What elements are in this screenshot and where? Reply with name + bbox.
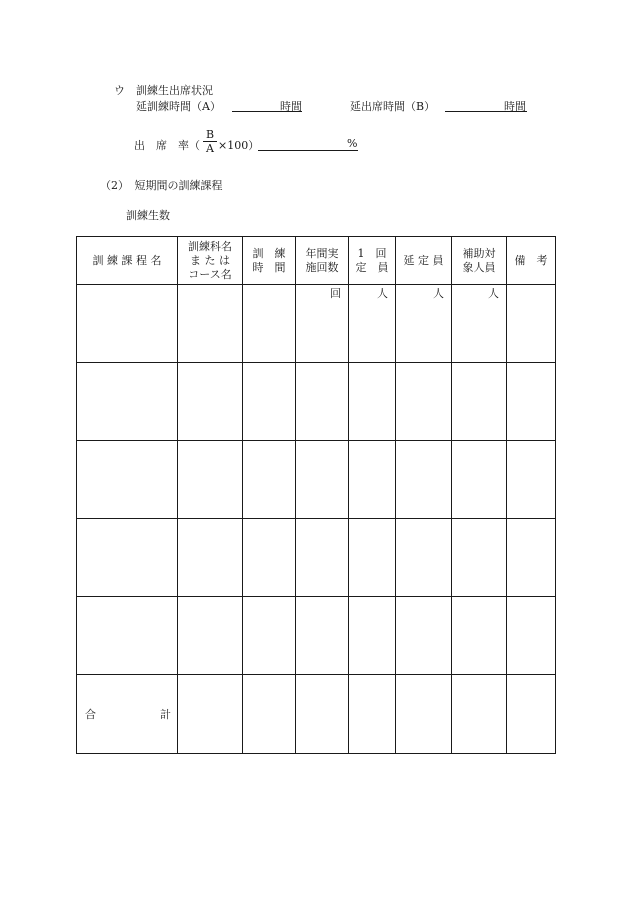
capacity-cell[interactable]: 人 xyxy=(349,285,396,363)
total-label-right: 計 xyxy=(160,708,171,721)
hours-cell[interactable] xyxy=(243,519,296,597)
header-remarks: 備 考 xyxy=(507,237,556,285)
annual-sessions-cell[interactable] xyxy=(296,675,349,754)
attendance-rate-field[interactable] xyxy=(258,150,358,151)
table-row xyxy=(77,519,556,597)
annual-sessions-cell[interactable] xyxy=(296,441,349,519)
rate-multiplier: ×100） xyxy=(218,139,260,152)
remarks-cell[interactable] xyxy=(507,363,556,441)
course-name-cell[interactable] xyxy=(77,519,178,597)
rate-denominator: A xyxy=(206,142,214,155)
header-training-hours: 訓 練 時 間 xyxy=(243,237,296,285)
subject-cell[interactable] xyxy=(178,675,243,754)
total-training-hours-unit: 時間 xyxy=(280,100,302,113)
hours-cell[interactable] xyxy=(243,285,296,363)
total-capacity-cell[interactable] xyxy=(396,441,452,519)
table-row xyxy=(77,441,556,519)
course-name-cell[interactable] xyxy=(77,441,178,519)
annual-sessions-cell[interactable] xyxy=(296,363,349,441)
table-row xyxy=(77,285,556,363)
total-attended-hours-label: 延出席時間（B） xyxy=(350,100,436,113)
header-total-capacity: 延 定 員 xyxy=(396,237,452,285)
header-subject-or-course: 訓練科名 ま た は コース名 xyxy=(178,237,243,285)
attendance-rate-label: 出 席 率（ xyxy=(134,139,200,152)
subject-cell[interactable] xyxy=(178,519,243,597)
section-heading: （2） 短期間の訓練課程 xyxy=(100,179,223,192)
course-name-cell[interactable] xyxy=(77,285,178,363)
subsidized-cell[interactable]: 人 xyxy=(452,285,507,363)
annual-sessions-cell[interactable]: 回 xyxy=(296,285,349,363)
remarks-cell[interactable] xyxy=(507,675,556,754)
subject-cell[interactable] xyxy=(178,363,243,441)
subsidized-cell[interactable] xyxy=(452,363,507,441)
total-label-left: 合 xyxy=(85,708,96,721)
total-capacity-cell[interactable] xyxy=(396,675,452,754)
header-course-name: 訓 練 課 程 名 xyxy=(77,237,178,285)
total-label-cell xyxy=(77,675,178,754)
total-capacity-cell[interactable] xyxy=(396,519,452,597)
attendance-heading: ウ 訓練生出席状況 xyxy=(114,84,213,97)
subsidized-cell[interactable] xyxy=(452,441,507,519)
rate-numerator: B xyxy=(203,128,217,142)
hours-cell[interactable] xyxy=(243,441,296,519)
capacity-cell[interactable] xyxy=(349,441,396,519)
capacity-cell[interactable] xyxy=(349,597,396,675)
rate-fraction xyxy=(203,128,217,155)
remarks-cell[interactable] xyxy=(507,519,556,597)
hours-cell[interactable] xyxy=(243,363,296,441)
subsidized-cell[interactable] xyxy=(452,519,507,597)
table-row xyxy=(77,363,556,441)
total-capacity-cell[interactable]: 人 xyxy=(396,285,452,363)
header-subsidized-count: 補助対 象人員 xyxy=(452,237,507,285)
remarks-cell[interactable] xyxy=(507,285,556,363)
annual-sessions-cell[interactable] xyxy=(296,519,349,597)
course-name-cell[interactable] xyxy=(77,597,178,675)
hours-cell[interactable] xyxy=(243,597,296,675)
capacity-cell[interactable] xyxy=(349,519,396,597)
capacity-cell[interactable] xyxy=(349,363,396,441)
total-training-hours-label: 延訓練時間（A） xyxy=(136,100,221,113)
hours-cell[interactable] xyxy=(243,675,296,754)
table-row xyxy=(77,597,556,675)
total-attended-hours-unit: 時間 xyxy=(504,100,526,113)
course-name-cell[interactable] xyxy=(77,363,178,441)
total-capacity-cell[interactable] xyxy=(396,363,452,441)
subsidized-cell[interactable] xyxy=(452,597,507,675)
subject-cell[interactable] xyxy=(178,597,243,675)
subject-cell[interactable] xyxy=(178,441,243,519)
total-capacity-cell[interactable] xyxy=(396,597,452,675)
subject-cell[interactable] xyxy=(178,285,243,363)
capacity-cell[interactable] xyxy=(349,675,396,754)
header-capacity-per-session: 1 回 定 員 xyxy=(349,237,396,285)
remarks-cell[interactable] xyxy=(507,597,556,675)
remarks-cell[interactable] xyxy=(507,441,556,519)
total-row xyxy=(77,675,556,754)
section-subheading: 訓練生数 xyxy=(126,209,170,222)
attendance-rate-unit: % xyxy=(347,137,358,150)
header-row xyxy=(77,237,556,285)
subsidized-cell[interactable] xyxy=(452,675,507,754)
header-annual-sessions: 年間実 施回数 xyxy=(296,237,349,285)
trainee-count-table xyxy=(76,236,556,754)
annual-sessions-cell[interactable] xyxy=(296,597,349,675)
